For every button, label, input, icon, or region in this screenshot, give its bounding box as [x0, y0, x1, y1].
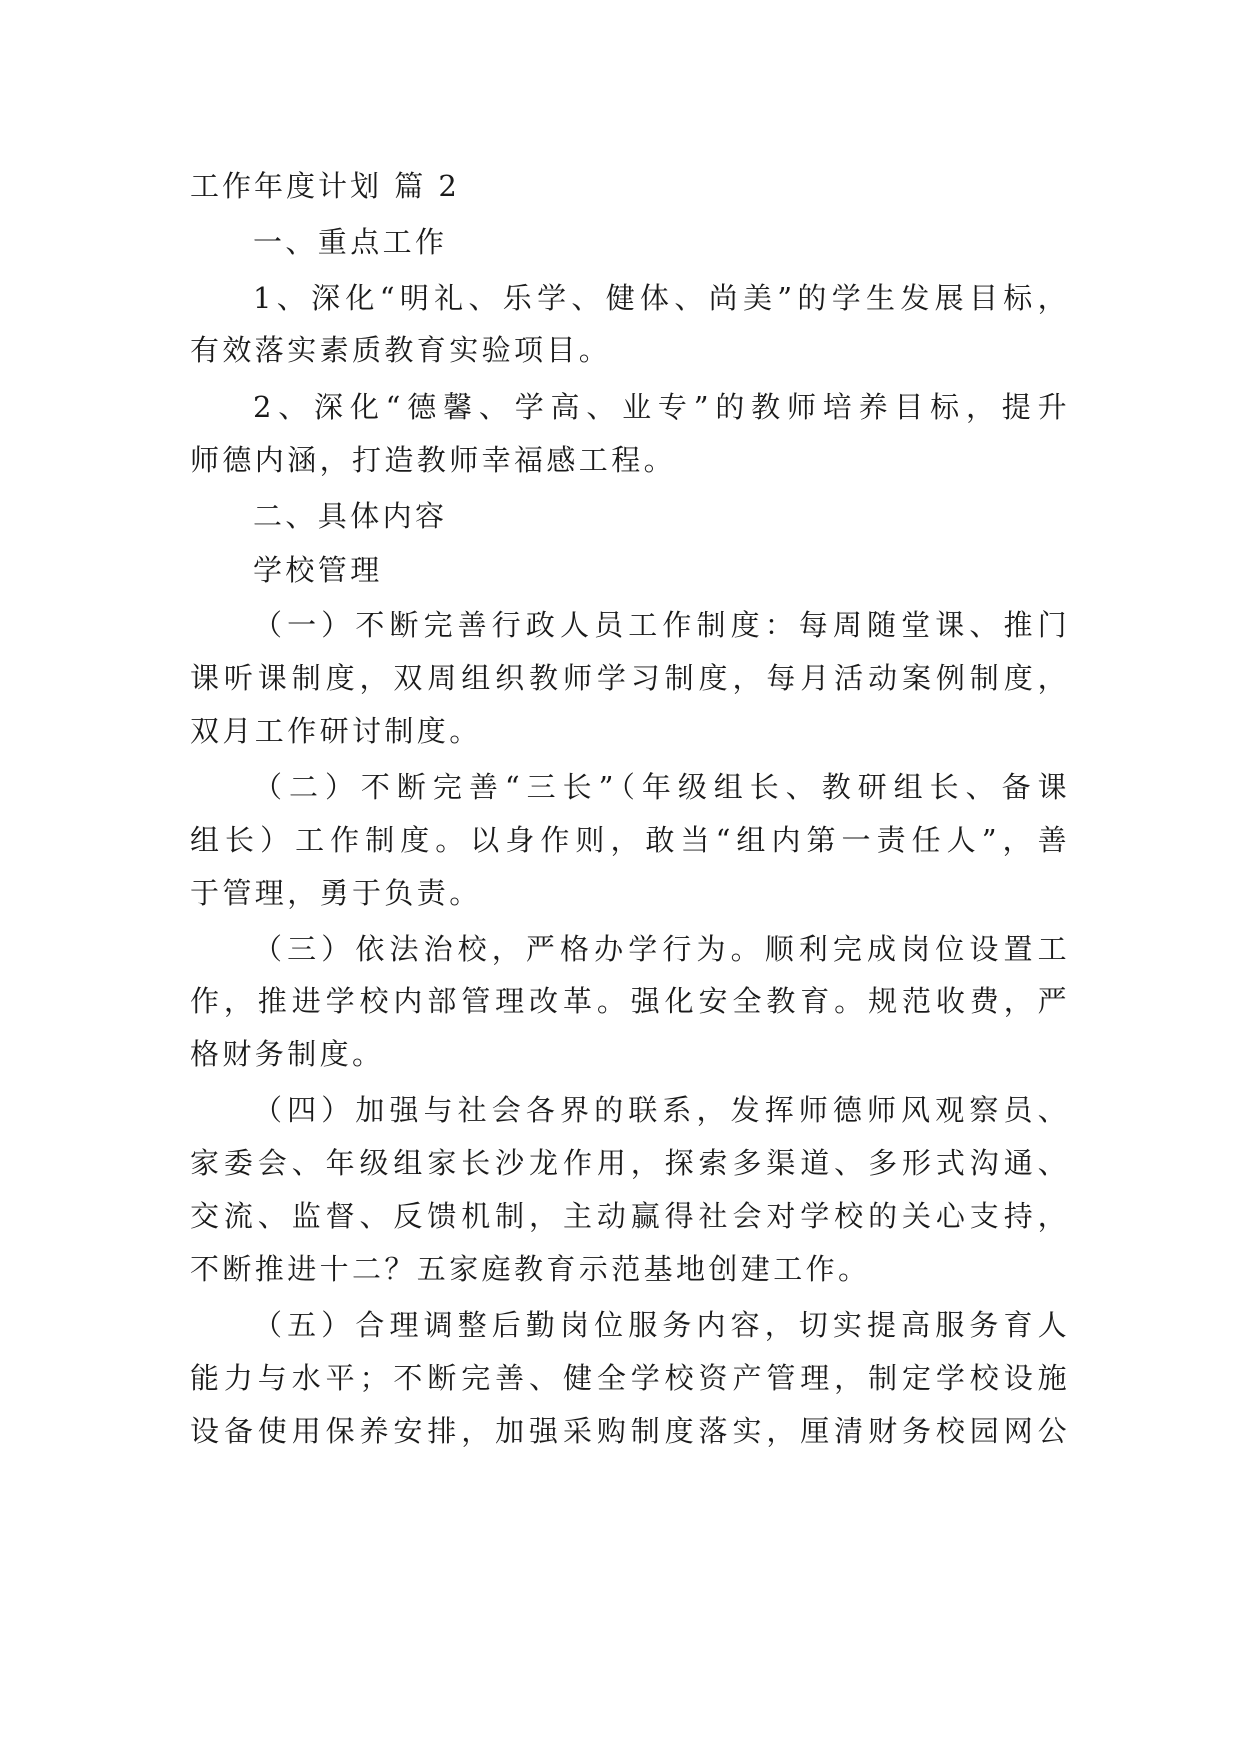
paragraph-line: 2、深化“德馨、学高、业专”的教师培养目标，提升 — [253, 390, 1070, 424]
paragraph-line: （二）不断完善“三长”（年级组长、教研组长、备课 — [253, 770, 1070, 804]
subsection-heading-school-management: 学校管理 — [253, 553, 383, 587]
section-heading-key-work: 一、重点工作 — [253, 225, 448, 259]
paragraph-line: （五）合理调整后勤岗位服务内容，切实提高服务育人 — [253, 1308, 1070, 1342]
paragraph-line: 设备使用保养安排，加强采购制度落实，厘清财务校园网公 — [190, 1414, 1070, 1448]
paragraph-line: 1、深化“明礼、乐学、健体、尚美”的学生发展目标， — [253, 281, 1070, 315]
paragraph-line: （一）不断完善行政人员工作制度：每周随堂课、推门 — [253, 608, 1070, 642]
paragraph-line: （三）依法治校，严格办学行为。顺利完成岗位设置工 — [253, 932, 1070, 966]
paragraph-line: 家委会、年级组家长沙龙作用，探索多渠道、多形式沟通、 — [190, 1146, 1070, 1180]
paragraph-line: 作，推进学校内部管理改革。强化安全教育。规范收费，严 — [190, 984, 1070, 1018]
paragraph-line: 于管理，勇于负责。 — [190, 876, 482, 910]
paragraph-line: 组长）工作制度。以身作则，敢当“组内第一责任人”，善 — [190, 823, 1070, 857]
paragraph-line: 不断推进十二？五家庭教育示范基地创建工作。 — [190, 1252, 871, 1286]
section-heading-specific-content: 二、具体内容 — [253, 499, 448, 533]
paragraph-line: 双月工作研讨制度。 — [190, 714, 482, 748]
paragraph-line: 师德内涵，打造教师幸福感工程。 — [190, 443, 677, 477]
paragraph-line: 能力与水平；不断完善、健全学校资产管理，制定学校设施 — [190, 1361, 1070, 1395]
paragraph-line: 交流、监督、反馈机制，主动赢得社会对学校的关心支持， — [190, 1199, 1070, 1233]
document-title: 工作年度计划 篇 2 — [190, 169, 460, 203]
paragraph-line: （四）加强与社会各界的联系，发挥师德师风观察员、 — [253, 1093, 1070, 1127]
paragraph-line: 课听课制度，双周组织教师学习制度，每月活动案例制度， — [190, 661, 1070, 695]
paragraph-line: 格财务制度。 — [190, 1037, 385, 1071]
paragraph-line: 有效落实素质教育实验项目。 — [190, 333, 612, 367]
